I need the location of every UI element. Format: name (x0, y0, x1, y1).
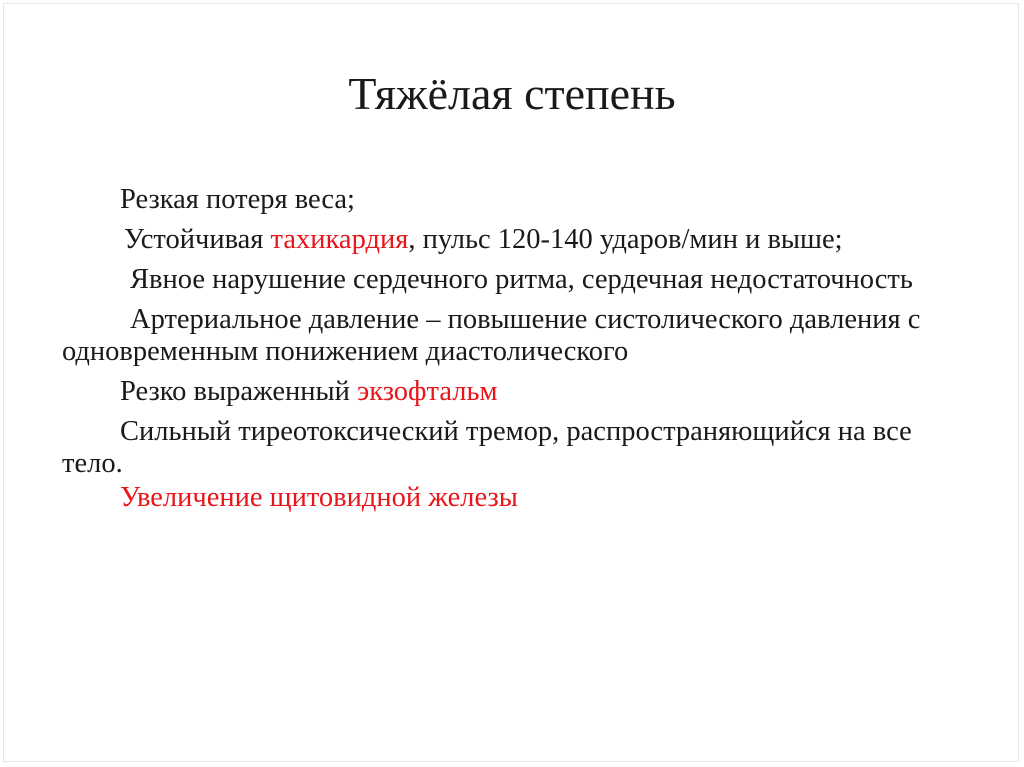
item-tachycardia-prefix: Устойчивая (124, 224, 271, 255)
item-tremor-end: . (115, 448, 123, 479)
item-tachycardia-suffix: , пульс 120-140 ударов/мин и выше; (408, 224, 843, 255)
term-exophthalmos: экзофтальм (357, 376, 498, 407)
item-tremor (62, 416, 962, 480)
slide-body (62, 184, 962, 522)
term-tachycardia: тахикардия (270, 224, 409, 255)
item-exophthalmos-prefix: Резко выраженный (120, 376, 358, 407)
item-thyroid-enlargement: Увеличение щитовидной железы (120, 482, 518, 513)
item-weight-loss: Резкая потеря веса; (120, 184, 355, 215)
item-heart-rhythm: Явное нарушение сердечного ритма, сердечная недостаточность (130, 264, 913, 295)
slide-title: Тяжёлая степень (348, 68, 676, 119)
item-blood-pressure: Артериальное давление – повышение систолического давления с одновременным понижением диастолического (62, 304, 921, 367)
item-exophthalmos (62, 376, 962, 408)
item-tremor-text: Сильный тиреотоксический тремор, распространяющийся на все тело (62, 416, 912, 479)
item-tachycardia (62, 224, 962, 256)
